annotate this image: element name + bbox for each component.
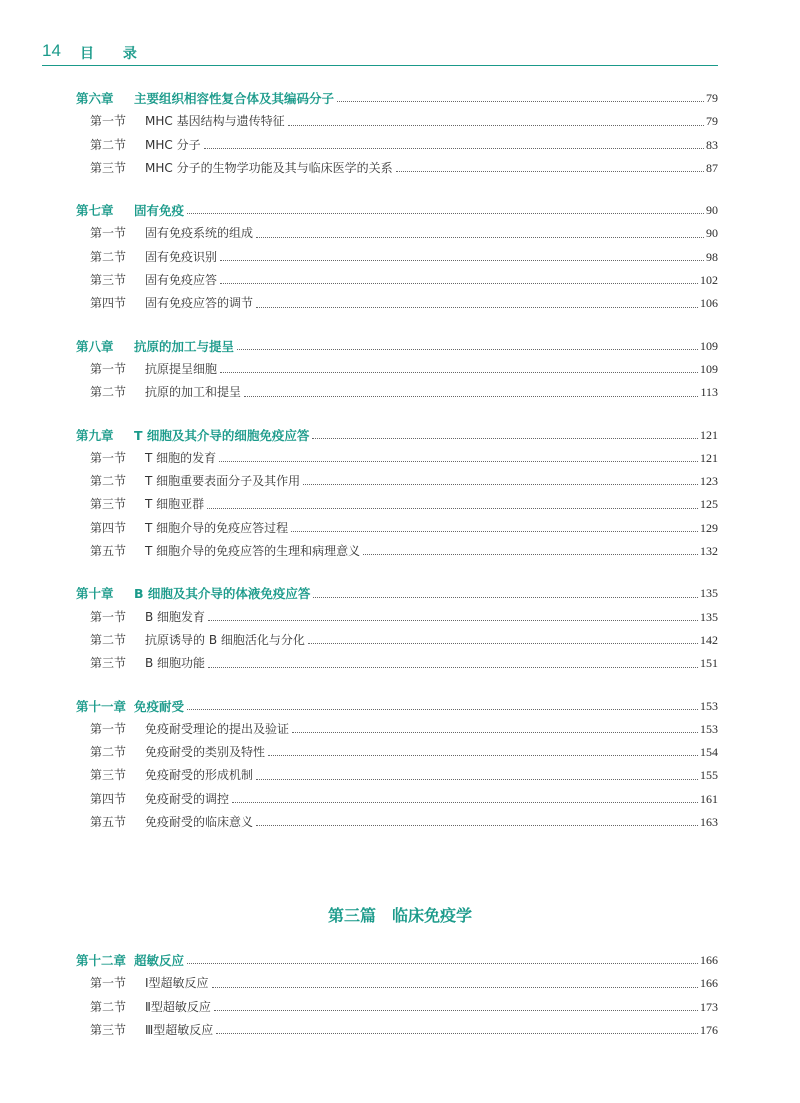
page-ref: 142 <box>700 632 718 647</box>
page-ref: 87 <box>706 160 718 175</box>
dot-leader <box>187 962 698 964</box>
chapter-label: 第六章 <box>76 91 114 106</box>
dot-leader <box>212 986 698 988</box>
chapter-title: 免疫耐受 <box>134 698 185 714</box>
section-heading <box>76 788 229 811</box>
section-heading <box>76 381 241 404</box>
page-ref: 98 <box>706 249 718 264</box>
part-title: 第三篇 临床免疫学 <box>327 906 472 925</box>
chapter-title: 超敏反应 <box>134 953 185 968</box>
section-heading <box>76 222 253 245</box>
chapter-block <box>76 582 718 675</box>
page-ref: 123 <box>700 474 718 489</box>
section-entry[interactable] <box>76 358 718 381</box>
page-ref: 113 <box>700 385 718 400</box>
section-title: T 细胞的发育 <box>145 450 217 465</box>
header-rule <box>42 65 718 66</box>
dot-leader <box>220 282 698 284</box>
section-title: 抗原的加工和提呈 <box>145 385 242 400</box>
section-heading <box>76 493 204 516</box>
page-ref: 166 <box>700 953 718 967</box>
chapter-block <box>76 335 718 405</box>
section-label: 第三节 <box>90 273 127 288</box>
chapter-heading <box>76 582 310 605</box>
section-label: 第一节 <box>90 226 127 241</box>
chapter-title: B 细胞及其介导的体液免疫应答 <box>134 586 311 602</box>
chapter-entry[interactable] <box>76 199 718 222</box>
section-title: Ⅲ型超敏反应 <box>145 1022 214 1037</box>
section-heading <box>76 652 205 675</box>
section-label: 第一节 <box>90 361 127 376</box>
chapter-entry[interactable] <box>76 949 718 972</box>
chapter-heading <box>76 199 184 222</box>
page-ref: 90 <box>706 203 718 218</box>
page-ref: 121 <box>700 427 718 442</box>
section-title: T 细胞介导的免疫应答的生理和病理意义 <box>145 544 361 559</box>
section-heading <box>76 269 217 292</box>
section-entry[interactable] <box>76 629 718 652</box>
section-entry[interactable] <box>76 447 718 470</box>
section-title: T 细胞亚群 <box>145 497 205 512</box>
section-entry[interactable] <box>76 811 718 834</box>
section-entry[interactable] <box>76 606 718 629</box>
chapter-heading <box>76 949 184 972</box>
chapter-block <box>76 695 718 835</box>
dot-leader <box>232 801 698 803</box>
dot-leader <box>208 619 698 621</box>
chapter-label: 第九章 <box>76 427 114 443</box>
section-heading <box>76 358 217 381</box>
section-label: 第一节 <box>90 450 127 465</box>
section-title: MHC 分子 <box>145 137 201 152</box>
section-title: 抗原提呈细胞 <box>145 361 218 376</box>
section-entry[interactable] <box>76 470 718 493</box>
dot-leader <box>204 147 704 149</box>
chapter-entry[interactable] <box>76 335 718 358</box>
section-label: 第一节 <box>90 114 127 129</box>
chapter-heading <box>76 335 234 358</box>
section-heading <box>76 540 360 563</box>
chapter-title: T 细胞及其介导的细胞免疫应答 <box>134 427 310 443</box>
section-entry[interactable] <box>76 292 718 315</box>
chapter-label: 第十章 <box>76 586 114 602</box>
table-of-contents <box>76 87 718 853</box>
section-label: 第三节 <box>90 160 127 175</box>
section-heading <box>76 110 285 133</box>
dot-leader <box>187 212 704 214</box>
dot-leader <box>256 236 704 238</box>
section-label: 第一节 <box>90 976 127 991</box>
chapter-block <box>76 87 718 180</box>
chapter-label: 第八章 <box>76 338 114 354</box>
section-label: 第二节 <box>90 999 127 1014</box>
dot-leader <box>303 483 698 485</box>
section-title: 抗原诱导的 B 细胞活化与分化 <box>145 632 305 647</box>
dot-leader <box>292 731 698 733</box>
section-title: 固有免疫应答 <box>145 273 218 288</box>
page-ref: 125 <box>700 497 718 512</box>
section-heading <box>76 764 253 787</box>
dot-leader <box>220 371 698 373</box>
page-ref: 166 <box>700 976 718 991</box>
section-heading <box>76 447 216 470</box>
section-title: B 细胞发育 <box>145 609 206 624</box>
section-heading <box>76 470 300 493</box>
section-heading <box>76 629 305 652</box>
chapter-heading <box>76 424 309 447</box>
section-title: 固有免疫识别 <box>145 249 218 264</box>
page-ref: 129 <box>700 520 718 535</box>
section-entry[interactable] <box>76 652 718 675</box>
section-heading <box>76 517 288 540</box>
section-title: Ⅰ型超敏反应 <box>145 976 209 991</box>
page-header <box>42 41 718 63</box>
page-ref: 135 <box>700 586 718 601</box>
section-title: T 细胞重要表面分子及其作用 <box>145 474 301 489</box>
section-title: 免疫耐受的临床意义 <box>145 815 254 830</box>
dot-leader <box>220 259 704 261</box>
section-entry[interactable] <box>76 788 718 811</box>
section-title: T 细胞介导的免疫应答过程 <box>145 520 289 535</box>
chapter-label: 第十一章 <box>76 698 127 714</box>
page-ref: 173 <box>700 999 718 1014</box>
section-entry[interactable] <box>76 246 718 269</box>
section-heading <box>76 996 211 1019</box>
page-ref: 155 <box>700 768 718 783</box>
chapter-block <box>76 949 718 1042</box>
section-entry[interactable] <box>76 110 718 133</box>
page-ref: 163 <box>700 815 718 830</box>
section-entry[interactable] <box>76 222 718 245</box>
header-title: 目 录 <box>80 46 149 62</box>
page-ref: 79 <box>706 91 718 105</box>
section-entry[interactable] <box>76 996 718 1019</box>
section-heading <box>76 157 393 180</box>
dot-leader <box>208 666 698 668</box>
page-ref: 121 <box>700 450 718 465</box>
section-label: 第二节 <box>90 474 127 489</box>
page-ref: 90 <box>706 226 718 241</box>
section-entry[interactable] <box>76 764 718 787</box>
section-title: B 细胞功能 <box>145 656 206 671</box>
section-label: 第五节 <box>90 815 127 830</box>
dot-leader <box>291 530 698 532</box>
section-label: 第二节 <box>90 632 127 647</box>
section-title: 免疫耐受的形成机制 <box>145 768 254 783</box>
dot-leader <box>308 642 698 644</box>
dot-leader <box>244 395 698 397</box>
dot-leader <box>187 708 698 710</box>
dot-leader <box>363 553 698 555</box>
section-heading <box>76 718 289 741</box>
dot-leader <box>214 1009 698 1011</box>
dot-leader <box>237 348 698 350</box>
section-entry[interactable] <box>76 741 718 764</box>
section-entry[interactable] <box>76 718 718 741</box>
dot-leader <box>268 754 698 756</box>
section-heading <box>76 134 201 157</box>
dot-leader <box>216 1032 698 1034</box>
section-heading <box>76 1019 213 1042</box>
section-label: 第二节 <box>90 385 127 400</box>
section-label: 第一节 <box>90 721 127 736</box>
page-ref: 153 <box>700 698 718 713</box>
section-title: 免疫耐受理论的提出及验证 <box>145 721 290 736</box>
section-heading <box>76 246 217 269</box>
section-label: 第三节 <box>90 497 127 512</box>
page-ref: 106 <box>700 296 718 311</box>
dot-leader <box>337 100 704 102</box>
section-label: 第一节 <box>90 609 127 624</box>
page-ref: 109 <box>700 338 718 353</box>
chapter-entry[interactable] <box>76 424 718 447</box>
section-heading <box>76 972 209 995</box>
section-label: 第二节 <box>90 745 127 760</box>
chapter-entry[interactable] <box>76 582 718 605</box>
section-title: MHC 分子的生物学功能及其与临床医学的关系 <box>145 160 393 175</box>
section-heading <box>76 811 253 834</box>
section-heading <box>76 292 253 315</box>
section-title: Ⅱ型超敏反应 <box>145 999 211 1014</box>
chapter-entry[interactable] <box>76 695 718 718</box>
section-entry[interactable] <box>76 157 718 180</box>
section-label: 第三节 <box>90 1022 127 1037</box>
page-ref: 102 <box>700 273 718 288</box>
chapter-label: 第七章 <box>76 203 114 219</box>
chapter-title: 固有免疫 <box>134 203 185 219</box>
section-entry[interactable] <box>76 540 718 563</box>
section-title: 固有免疫系统的组成 <box>145 226 254 241</box>
page-ref: 135 <box>700 609 718 624</box>
section-label: 第五节 <box>90 544 127 559</box>
section-label: 第二节 <box>90 249 127 264</box>
dot-leader <box>312 437 698 439</box>
dot-leader <box>256 824 698 826</box>
chapter-heading <box>76 695 184 718</box>
section-title: 免疫耐受的调控 <box>145 791 230 806</box>
section-entry[interactable] <box>76 517 718 540</box>
section-label: 第四节 <box>90 296 127 311</box>
section-title: 免疫耐受的类别及特性 <box>145 745 266 760</box>
page-ref: 153 <box>700 721 718 736</box>
section-label: 第三节 <box>90 768 127 783</box>
section-entry[interactable] <box>76 269 718 292</box>
chapter-entry[interactable] <box>76 87 718 110</box>
section-entry[interactable] <box>76 972 718 995</box>
page-ref: 132 <box>700 544 718 559</box>
section-heading <box>76 741 265 764</box>
page-ref: 109 <box>700 361 718 376</box>
section-title: 固有免疫应答的调节 <box>145 296 254 311</box>
table-of-contents-part3 <box>76 949 718 1061</box>
section-entry[interactable] <box>76 134 718 157</box>
chapter-title: 抗原的加工与提呈 <box>134 338 235 354</box>
dot-leader <box>288 124 704 126</box>
section-label: 第四节 <box>90 520 127 535</box>
chapter-block <box>76 424 718 564</box>
page-ref: 176 <box>700 1022 718 1037</box>
dot-leader <box>256 306 698 308</box>
page-ref: 79 <box>706 114 718 129</box>
page-ref: 154 <box>700 745 718 760</box>
section-label: 第三节 <box>90 656 127 671</box>
dot-leader <box>219 460 698 462</box>
chapter-label: 第十二章 <box>76 953 127 968</box>
section-title: MHC 基因结构与遗传特征 <box>145 114 285 129</box>
chapter-heading <box>76 87 334 110</box>
section-entry[interactable] <box>76 493 718 516</box>
section-entry[interactable] <box>76 381 718 404</box>
dot-leader <box>256 778 698 780</box>
chapter-title: 主要组织相容性复合体及其编码分子 <box>134 91 335 106</box>
section-label: 第四节 <box>90 791 127 806</box>
chapter-block <box>76 199 718 315</box>
page-number: 14 <box>42 41 61 60</box>
dot-leader <box>396 170 704 172</box>
page-ref: 151 <box>700 656 718 671</box>
dot-leader <box>313 596 698 598</box>
section-label: 第二节 <box>90 137 127 152</box>
section-entry[interactable] <box>76 1019 718 1042</box>
section-heading <box>76 606 205 629</box>
dot-leader <box>207 507 698 509</box>
page-ref: 161 <box>700 791 718 806</box>
page-ref: 83 <box>706 137 718 152</box>
